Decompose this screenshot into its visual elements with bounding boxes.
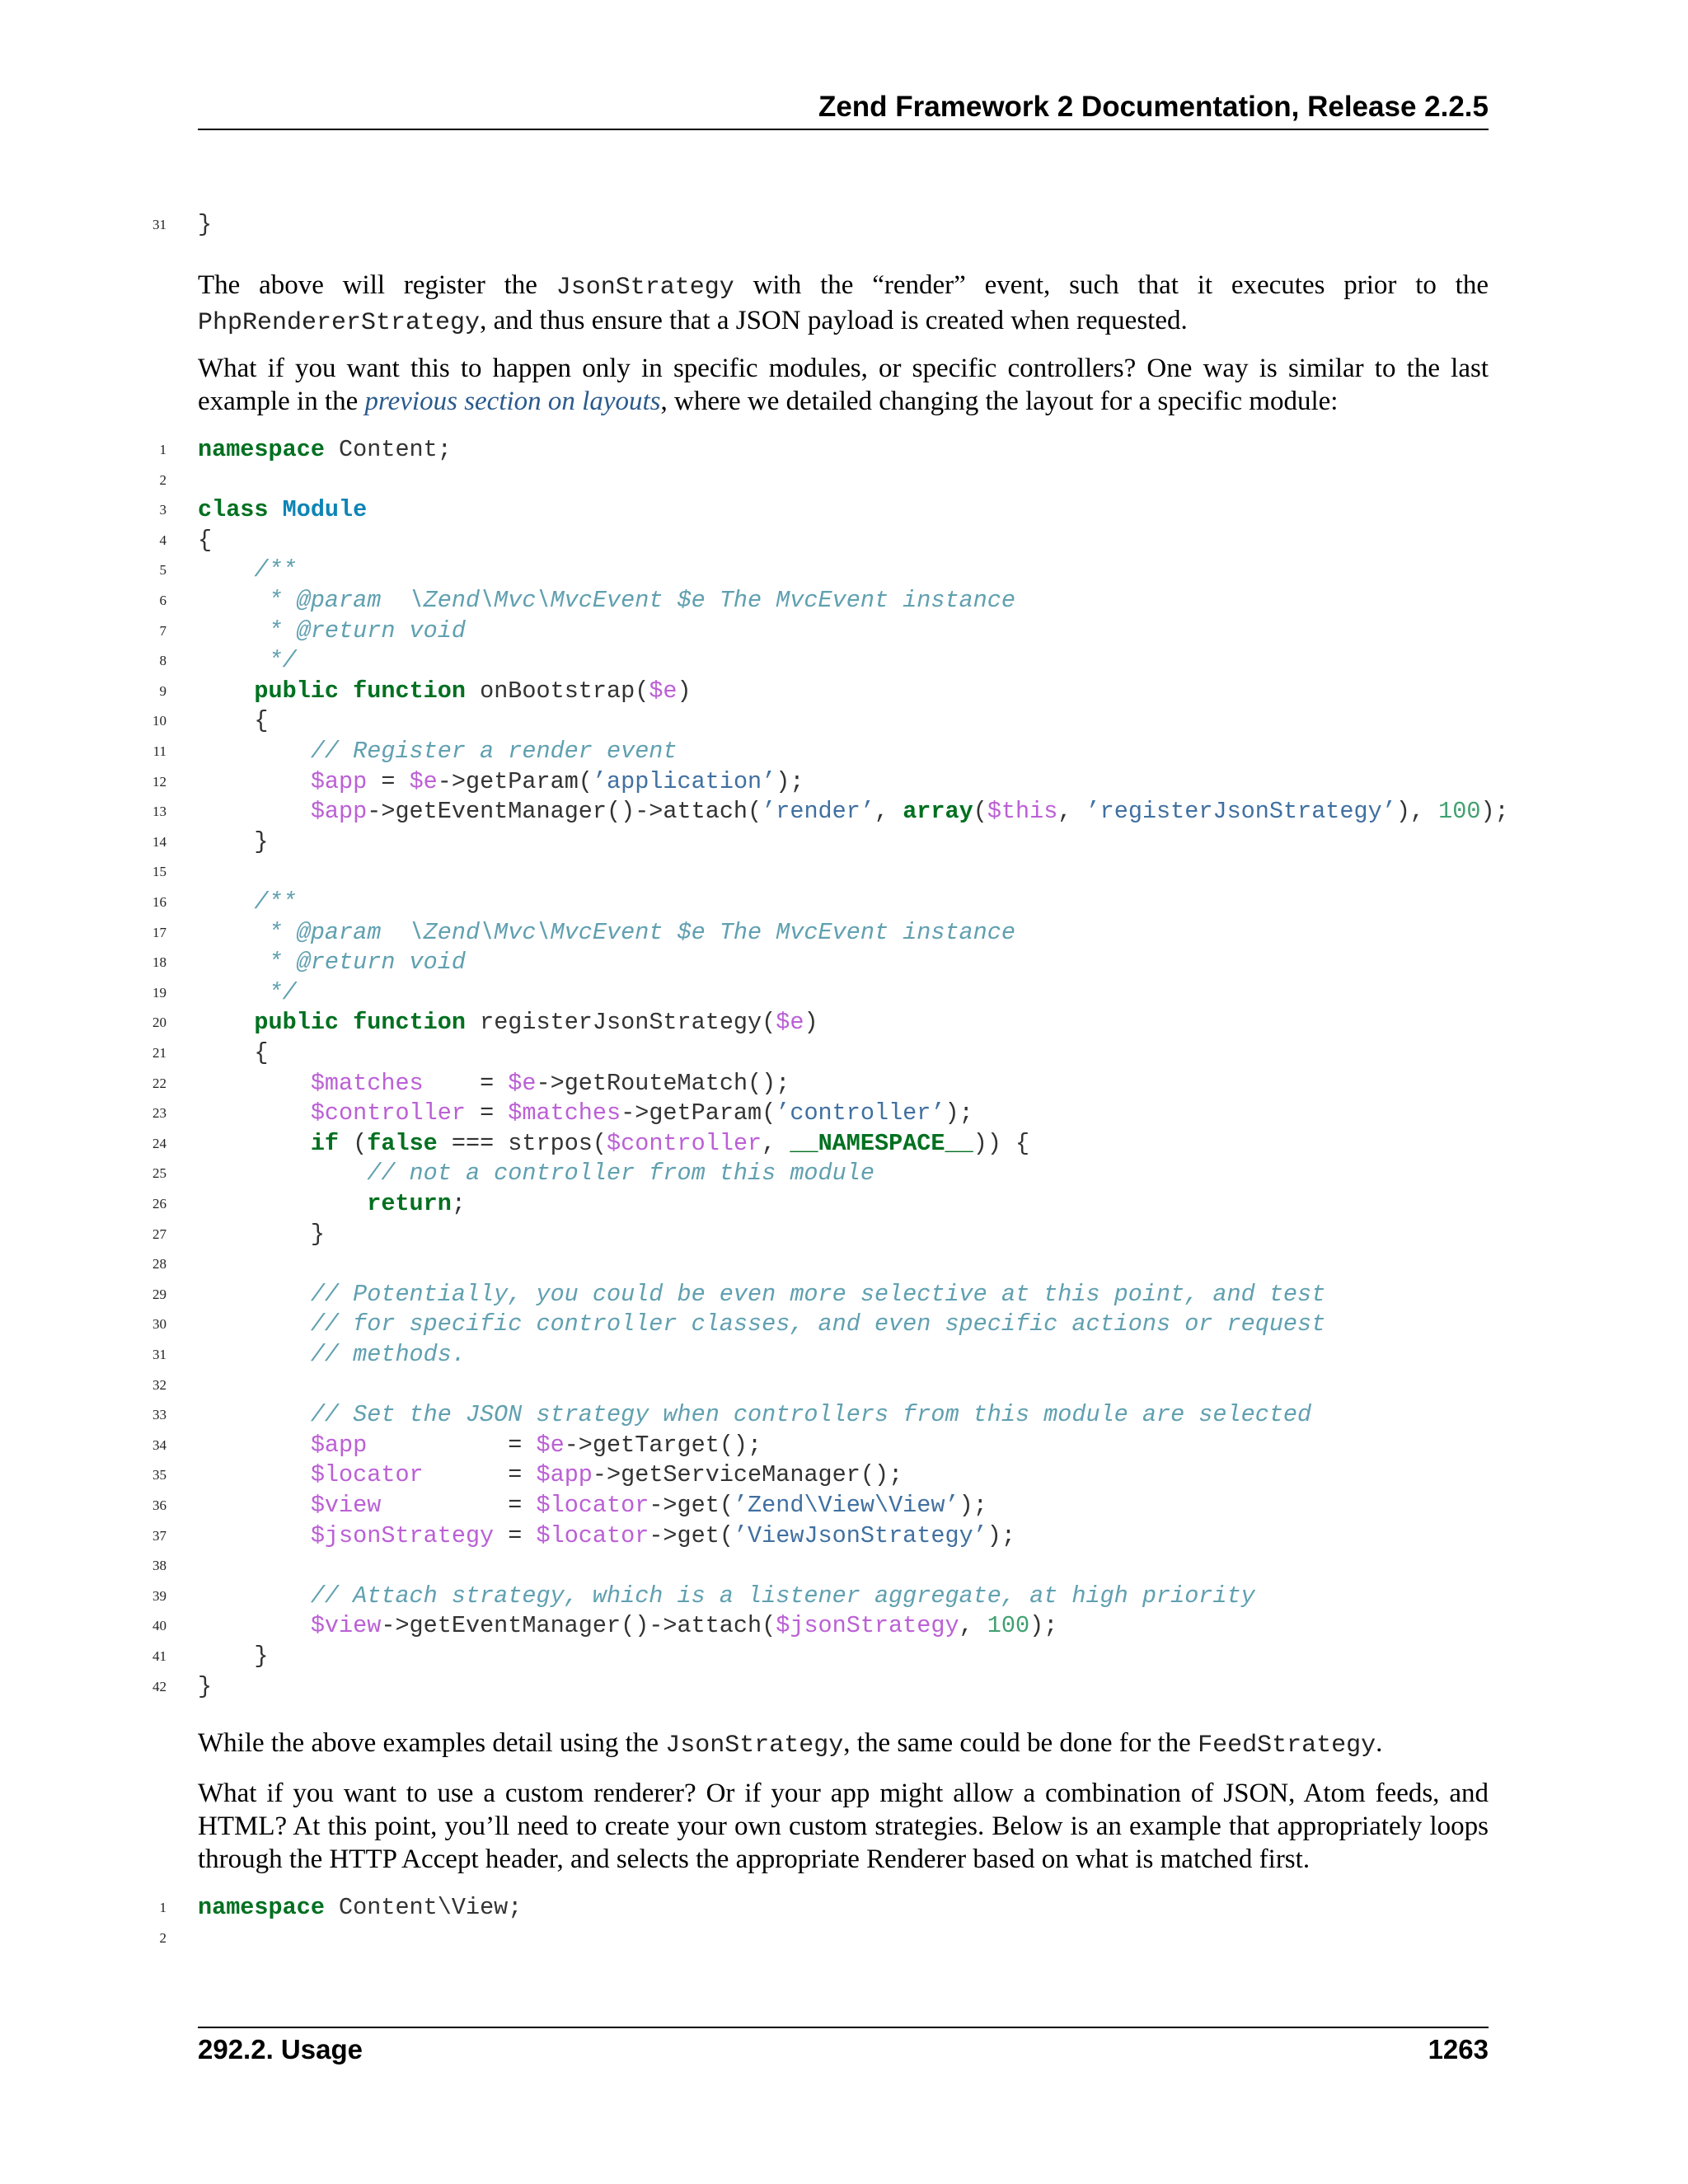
code-text (198, 435, 452, 466)
code-token: ->get( (649, 1492, 734, 1519)
line-number: 27 (152, 1226, 166, 1242)
line-number: 34 (152, 1436, 166, 1453)
code-token: Content; (324, 436, 452, 463)
para3-text-3: . (1376, 1728, 1383, 1758)
line-number: 22 (152, 1075, 166, 1091)
code-text (198, 1129, 1029, 1160)
code-token: // methods. (310, 1341, 466, 1368)
line-number: 31 (152, 217, 166, 232)
code-token (269, 496, 283, 523)
para1-text-1: The above will register the (198, 270, 556, 300)
line-number: 24 (152, 1135, 166, 1151)
code-token: $view (310, 1492, 382, 1519)
code-text (198, 495, 367, 526)
code-text (198, 706, 269, 737)
line-number: 21 (152, 1045, 166, 1061)
code-token: * @return void (254, 616, 466, 644)
code-text (198, 616, 466, 647)
para3-text-1: While the above examples detail using the (198, 1728, 666, 1758)
code-token: { (198, 1039, 269, 1066)
code-token: false (367, 1129, 438, 1157)
code-token: , (959, 1612, 987, 1640)
code-text (198, 1521, 1015, 1552)
page-footer (198, 2029, 1489, 2070)
code-token: ); (959, 1492, 987, 1519)
code-token (198, 919, 254, 946)
line-number: 11 (152, 743, 166, 759)
code-token (198, 1099, 311, 1127)
line-number: 32 (152, 1376, 166, 1393)
code-text (198, 1460, 903, 1491)
code-token: $jsonStrategy (310, 1521, 495, 1549)
code-token (198, 1522, 311, 1549)
code-text (198, 1642, 269, 1672)
code-token (198, 556, 254, 583)
code-token: */ (254, 978, 297, 1006)
code-token: ’Zend\View\View’ (733, 1492, 959, 1519)
code-text (198, 210, 212, 241)
line-number: 9 (159, 682, 166, 699)
code-token: ->getParam( (621, 1099, 776, 1127)
line-number: 16 (152, 894, 166, 910)
line-number: 13 (152, 804, 166, 820)
line-number: 40 (152, 1618, 166, 1634)
code-text (198, 1340, 466, 1371)
code-token: public (254, 1009, 340, 1037)
code-token: $e (776, 1009, 804, 1037)
code-token: namespace (198, 436, 325, 463)
code-token (198, 1432, 311, 1459)
page-header: Zend Framework 2 Documentation, Release 2.2.5 (818, 91, 1489, 123)
footer-rule (198, 2027, 1489, 2028)
code-token: __NAMESPACE__ (790, 1129, 973, 1157)
code-token: ->getParam( (437, 767, 593, 795)
code-text (198, 767, 804, 798)
line-number: 12 (152, 773, 166, 790)
line-number: 23 (152, 1105, 166, 1122)
line-number: 35 (152, 1467, 166, 1483)
code-token: $app (536, 1461, 593, 1489)
code-token: array (903, 798, 973, 826)
code-token: ), (1395, 798, 1439, 826)
code-token: = (367, 767, 410, 795)
code-token: */ (254, 647, 297, 675)
paragraph-feed-strategy (198, 1727, 1489, 1762)
code-token: function (353, 677, 466, 705)
line-number: 10 (152, 713, 166, 729)
code-token: = (367, 1431, 537, 1459)
para3-text-2: , the same could be done for the (843, 1728, 1198, 1758)
inline-code-jsonstrategy: JsonStrategy (556, 274, 734, 302)
code-token (339, 1009, 353, 1036)
line-number: 30 (152, 1316, 166, 1333)
line-number: 18 (152, 954, 166, 971)
code-token (198, 677, 254, 705)
code-token: = (423, 1069, 509, 1097)
code-text (198, 1189, 466, 1220)
code-token: /** (254, 888, 297, 916)
line-number: 31 (152, 1347, 166, 1362)
code-token (198, 1492, 311, 1519)
code-token: = (494, 1521, 537, 1549)
code-token (198, 738, 311, 765)
code-token: * @return void (254, 949, 466, 977)
code-token: function (353, 1009, 466, 1037)
code-token: = (465, 1099, 509, 1127)
code-token: Content\View; (324, 1894, 523, 1921)
code-token (198, 1281, 311, 1308)
code-token: ’controller’ (776, 1099, 945, 1127)
code-token: { (198, 526, 213, 554)
para2-text-1: What if you want this to happen only in specific modules, or specific controllers? One way is similar to the last example in the (198, 354, 1489, 416)
code-token: $app (310, 767, 368, 795)
code-token: { (198, 707, 269, 735)
code-token: ->getTarget(); (564, 1431, 762, 1459)
code-token (198, 587, 254, 614)
code-text (198, 797, 1509, 827)
code-token (198, 1341, 311, 1368)
code-token: $jsonStrategy (776, 1612, 959, 1640)
code-text (198, 555, 297, 586)
line-number: 4 (159, 532, 166, 548)
code-token (198, 617, 254, 644)
code-text (198, 646, 297, 677)
code-text (198, 677, 692, 707)
line-number: 5 (159, 562, 166, 579)
code-token: 100 (1438, 798, 1481, 826)
code-token: ’application’ (592, 767, 776, 795)
code-token: onBootstrap( (465, 677, 649, 705)
line-number: 7 (159, 622, 166, 639)
code-token: } (198, 827, 269, 855)
line-number: 37 (152, 1527, 166, 1544)
code-token (198, 888, 254, 916)
code-token (198, 1461, 311, 1488)
code-token: ) (677, 677, 692, 705)
code-token: $locator (310, 1461, 424, 1489)
code-token (198, 1612, 311, 1639)
code-token: // Potentially, you could be even more selective at this point, and test (310, 1280, 1326, 1308)
header-rule (198, 129, 1489, 130)
code-token: $app (310, 1431, 368, 1459)
code-text (198, 586, 1015, 616)
code-text (198, 1672, 212, 1703)
code-token: ); (987, 1521, 1016, 1549)
code-token: === strpos( (437, 1129, 607, 1157)
line-number: 42 (152, 1678, 166, 1694)
line-number: 17 (152, 924, 166, 940)
code-token (198, 1582, 311, 1610)
code-token: * @param \Zend\Mvc\MvcEvent $e The MvcEvent instance (254, 918, 1015, 946)
line-number: 3 (159, 502, 166, 518)
code-text (198, 1159, 874, 1189)
para1-text-3: , and thus ensure that a JSON payload is created when requested. (480, 306, 1188, 335)
footer-page-number: 1263 (1428, 2034, 1489, 2064)
code-token: $view (310, 1612, 382, 1640)
code-token (198, 1310, 311, 1338)
code-text (198, 827, 269, 858)
code-text (198, 978, 297, 1009)
code-token (198, 798, 311, 825)
code-token (198, 949, 254, 976)
code-token: 100 (987, 1612, 1030, 1640)
inline-code-phprendererstrategy: PhpRendererStrategy (198, 309, 481, 337)
code-token: Module (282, 496, 368, 524)
code-token: ); (1029, 1612, 1058, 1640)
para2-text-2: , where we detailed changing the layout for a specific module: (660, 387, 1339, 416)
line-number: 39 (152, 1587, 166, 1604)
inline-code-feedstrategy: FeedStrategy (1198, 1732, 1376, 1760)
code-token: // for specific controller classes, and even specific actions or request (310, 1310, 1326, 1338)
line-number: 36 (152, 1497, 166, 1513)
code-token: ->getEventManager()->attach( (367, 798, 762, 826)
code-token: } (198, 1643, 269, 1670)
code-token: ->getRouteMatch(); (536, 1069, 790, 1097)
code-token (198, 1190, 367, 1217)
code-token: class (198, 496, 269, 524)
code-token: ->get( (649, 1521, 734, 1549)
code-token: , (874, 798, 903, 826)
code-token (198, 1070, 311, 1097)
line-number: 26 (152, 1196, 166, 1212)
inline-code-jsonstrategy-2: JsonStrategy (665, 1732, 844, 1760)
line-number: 2 (159, 471, 166, 488)
code-text (198, 1431, 762, 1461)
code-token: $locator (536, 1521, 649, 1549)
code-token: } (198, 1672, 213, 1700)
code-token: // Set the JSON strategy when controllers from this module are selected (310, 1401, 1312, 1429)
code-token: ); (945, 1099, 973, 1127)
code-token: $e (536, 1431, 565, 1459)
code-text (198, 1069, 790, 1099)
code-token: ); (776, 767, 804, 795)
code-token: ’render’ (762, 798, 874, 826)
line-number: 28 (152, 1256, 166, 1272)
code-token: } (198, 211, 213, 238)
line-number: 1 (159, 1900, 166, 1915)
code-token: return (367, 1190, 452, 1217)
code-token: $e (409, 767, 438, 795)
code-token: $matches (508, 1099, 621, 1127)
code-token: $this (987, 798, 1058, 826)
code-token: } (198, 1220, 325, 1248)
code-text (198, 1038, 269, 1069)
code-token: ( (339, 1129, 368, 1157)
code-token (198, 1160, 367, 1187)
paragraph-custom-renderer: What if you want to use a custom renderer? Or if your app might allow a combination of JSON, Atom feeds, and HTML? At this point, you’ll need to create your own custom strategies. Below is an example that appropriately loops through the HTTP Accept header, and selects the appropriate Renderer based on what is matched first. (198, 1779, 1489, 1874)
code-token: $e (649, 677, 678, 705)
line-number: 6 (159, 593, 166, 608)
code-token: ( (973, 798, 987, 826)
code-token: public (254, 677, 340, 705)
code-token: , (1057, 798, 1086, 826)
code-token (198, 1401, 311, 1428)
code-token (339, 677, 353, 705)
code-token: * @param \Zend\Mvc\MvcEvent $e The MvcEvent instance (254, 587, 1015, 614)
code-token: registerJsonStrategy( (465, 1009, 776, 1037)
line-number: 8 (159, 653, 166, 669)
code-text (198, 1491, 987, 1521)
code-text (198, 948, 466, 978)
line-number: 1 (159, 442, 166, 457)
code-token: $locator (536, 1492, 649, 1519)
line-number: 2 (159, 1929, 166, 1946)
code-token: = (423, 1461, 537, 1489)
code-token: // Register a render event (310, 738, 678, 765)
code-text (198, 526, 212, 556)
code-text (198, 1893, 522, 1924)
code-token (198, 1130, 311, 1157)
code-token: ->getEventManager()->attach( (381, 1612, 776, 1640)
code-token: = (381, 1492, 537, 1519)
line-number: 25 (152, 1165, 166, 1182)
code-token: $controller (310, 1099, 466, 1127)
code-text (198, 1400, 1311, 1431)
link-previous-section-layouts[interactable]: previous section on layouts (364, 387, 661, 416)
footer-section-label: 292.2. Usage (198, 2034, 363, 2064)
line-number: 29 (152, 1286, 166, 1302)
paragraph-json-strategy (198, 269, 1489, 340)
code-text (198, 1611, 1057, 1642)
code-token: if (310, 1129, 340, 1157)
code-token: /** (254, 556, 297, 584)
code-token (198, 647, 254, 674)
code-text (198, 888, 297, 918)
line-number: 19 (152, 984, 166, 1001)
code-text (198, 1220, 325, 1250)
code-text (198, 1582, 1255, 1612)
code-text (198, 1008, 818, 1038)
code-token: $matches (310, 1069, 424, 1097)
paragraph-specific-modules (198, 352, 1489, 418)
code-token: ->getServiceManager(); (592, 1461, 903, 1489)
code-text (198, 918, 1015, 949)
code-token: $e (508, 1069, 537, 1097)
code-token (198, 1009, 254, 1036)
code-token: ); (1480, 798, 1509, 826)
code-text (198, 1280, 1325, 1310)
code-token: $app (310, 798, 368, 826)
code-token (198, 979, 254, 1006)
code-token: ; (451, 1190, 466, 1217)
code-token: // Attach strategy, which is a listener aggregate, at high priority (310, 1582, 1255, 1610)
para1-text-2: with the “render” event, such that it executes prior to the (734, 270, 1489, 300)
code-token: ) (804, 1009, 818, 1037)
line-number: 15 (152, 864, 166, 880)
code-token: ’registerJsonStrategy’ (1085, 798, 1396, 826)
code-token: // not a controller from this module (367, 1160, 874, 1188)
line-number: 14 (152, 833, 166, 850)
line-number: 41 (152, 1648, 166, 1664)
code-token (198, 768, 311, 795)
code-token: $controller (607, 1129, 762, 1157)
line-number: 38 (152, 1558, 166, 1574)
code-text (198, 737, 678, 767)
line-number: 20 (152, 1015, 166, 1031)
code-token: namespace (198, 1894, 325, 1921)
code-token: ’ViewJsonStrategy’ (733, 1521, 987, 1549)
line-number: 33 (152, 1407, 166, 1423)
code-text (198, 1310, 1325, 1340)
code-token: , (762, 1129, 790, 1157)
code-token: )) { (973, 1129, 1030, 1157)
code-text (198, 1099, 973, 1129)
